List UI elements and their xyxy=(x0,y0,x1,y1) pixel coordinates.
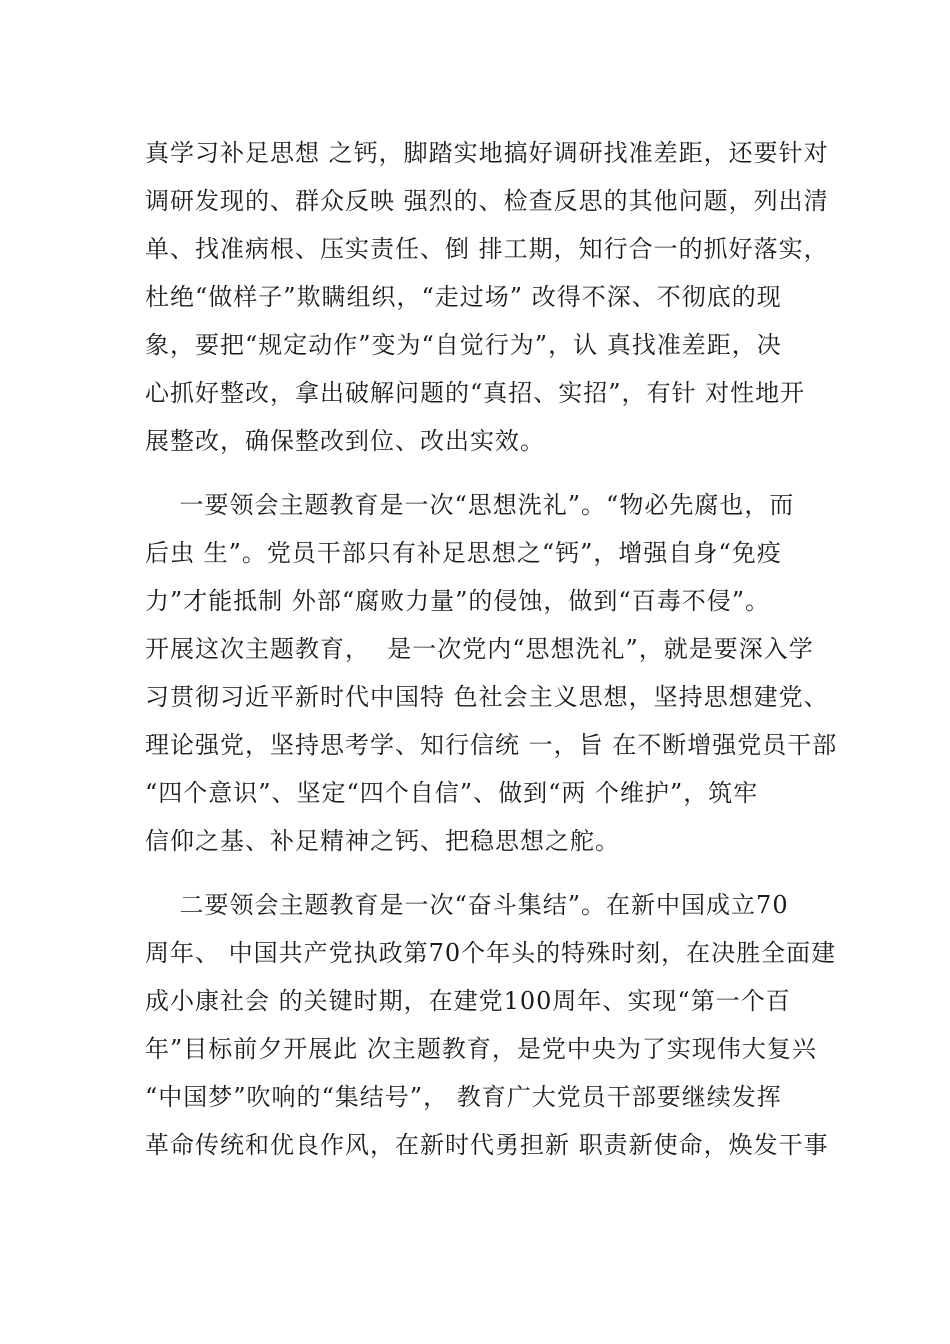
text-line: 信仰之基、补足精神之钙、把稳思想之舵。 xyxy=(145,827,620,855)
text-line: 开展这次主题教育， 是一次党内“思想洗礼”，就是要深入学 xyxy=(145,635,814,663)
text-line: 单、找准病根、压实责任、倒 排工期，知行合一的抓好落实， xyxy=(145,235,829,263)
text-line: 展整改，确保整改到位、改出实效。 xyxy=(145,427,545,455)
text-line: 真学习补足思想 之钙，脚踏实地搞好调研找准差距，还要针对 xyxy=(145,139,829,167)
text-line: 革命传统和优良作风，在新时代勇担新 职责新使命，焕发干事 xyxy=(145,1131,829,1159)
paragraph-start-line: 一要领会主题教育是一次“思想洗礼”。“物必先腐也，而 xyxy=(145,491,795,519)
text-line: 成小康社会 的关键时期，在建党100周年、实现“第一个百 xyxy=(145,987,791,1015)
text-line: 调研发现的、群众反映 强烈的、检查反思的其他问题，列出清 xyxy=(145,187,829,215)
text-line: 象，要把“规定动作”变为“自觉行为”，认 真找准差距，决 xyxy=(145,331,782,359)
text-line: 周年、 中国共产党执政第70个年头的特殊时刻，在决胜全面建 xyxy=(145,939,837,967)
text-line: 杜绝“做样子”欺瞒组织，“走过场” 改得不深、不彻底的现 xyxy=(145,283,782,311)
text-line: 力”才能抵制 外部“腐败力量”的侵蚀，做到“百毒不侵”。 xyxy=(145,587,770,615)
text-line: “中国梦”吹响的“集结号”， 教育广大党员干部要继续发挥 xyxy=(145,1083,782,1111)
text-line: 心抓好整改，拿出破解问题的“真招、实招”，有针 对性地开 xyxy=(145,379,806,407)
text-line: “四个意识”、坚定“四个自信”、做到“两 个维护”，筑牢 xyxy=(145,779,759,807)
text-line: 年”目标前夕开展此 次主题教育，是党中央为了实现伟大复兴 xyxy=(145,1035,817,1063)
paragraph-start-line: 二要领会主题教育是一次“奋斗集结”。在新中国成立70 xyxy=(145,891,789,919)
text-line: 理论强党，坚持思考学、知行信统 一，旨 在不断增强党员干部 xyxy=(145,731,838,759)
text-line: 后虫 生”。党员干部只有补足思想之“钙”，增强自身“免疫 xyxy=(145,539,782,567)
text-line: 习贯彻习近平新时代中国特 色社会主义思想，坚持思想建党、 xyxy=(145,683,829,711)
